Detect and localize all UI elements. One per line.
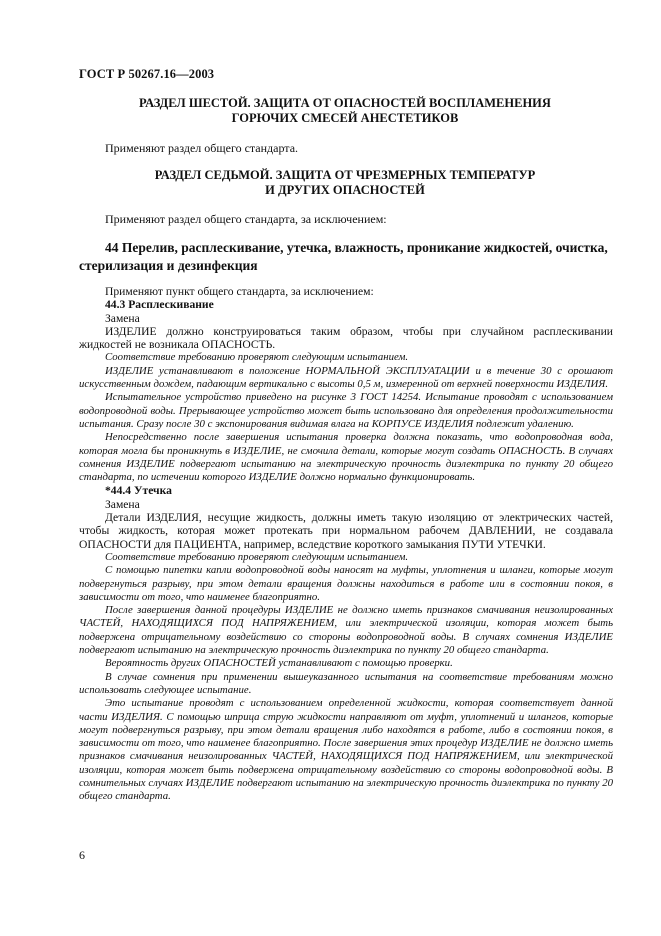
paragraph: ИЗДЕЛИЕ должно конструироваться таким образом, чтобы при случайном расплескивании жидкостей не возникала ОПАСНОСТЬ.: [79, 324, 613, 352]
section6-title-line1: РАЗДЕЛ ШЕСТОЙ. ЗАЩИТА ОТ ОПАСНОСТЕЙ ВОСПЛАМЕНЕНИЯ: [139, 96, 551, 110]
paragraph: Испытательное устройство приведено на рисунке 3 ГОСТ 14254. Испытание проводят с использованием водопроводной воды. Прерывающее устройство может быть использовано для определения продолжительности испытания. Сразу после 30 с экспонирования видимая влага на КОРПУСЕ ИЗДЕЛИЯ подлежит удалению.: [79, 391, 613, 430]
paragraph: В случае сомнения при применении вышеуказанного испытания на соответствие требованиям можно использовать следующее испытание.: [79, 670, 613, 696]
section6-title-line2: ГОРЮЧИХ СМЕСЕЙ АНЕСТЕТИКОВ: [231, 111, 459, 125]
paragraph: С помощью пипетки капли водопроводной воды наносят на муфты, уплотнения и шланги, которые могут подвергнуться разрыву, при этом детали вращения должны находиться в работе или в состоянии покоя, в зависимости от того, что наименее благоприятно.: [79, 564, 613, 603]
paragraph: Соответствие требованию проверяют следующим испытанием.: [105, 351, 409, 364]
clause44-intro: Применяют пункт общего стандарта, за исключением:: [105, 285, 374, 298]
section7-text: Применяют раздел общего стандарта, за исключением:: [105, 212, 387, 226]
section7-heading: [79, 168, 611, 198]
paragraph: После завершения данной процедуры ИЗДЕЛИЕ не должно иметь признаков смачивания неизолированных ЧАСТЕЙ, НАХОДЯЩИХСЯ ПОД НАПРЯЖЕНИЕМ, или электрической изоляции, которая может быть подвержена отрицательному воздействию со стороны водопроводной воды. В случаях сомнения ИЗДЕЛИЕ подвергают испытанию на электрическую прочность диэлектрика по пункту 20 общего стандарта.: [79, 604, 613, 657]
section7-title-line2: И ДРУГИХ ОПАСНОСТЕЙ: [265, 183, 425, 197]
paragraph: Непосредственно после завершения испытания проверка должна показать, что водопроводная вода, которая могла бы проникнуть в ИЗДЕЛИЕ, не смочила детали, которые могут создать ОПАСНОСТЬ. В случаях сомнения ИЗДЕЛИЕ подвергают испытанию на электрическую прочность диэлектрика по пункту 20 общего стандарта, по истечении которого ИЗДЕЛИЕ должно нормально функционировать.: [79, 431, 613, 484]
paragraph: ИЗДЕЛИЕ устанавливают в положение НОРМАЛЬНОЙ ЭКСПЛУАТАЦИИ и в течение 30 с орошают искусственным дождем, падающим вертикально с высоты 0,5 м, измеренной от верхней поверхности ИЗДЕЛИЯ.: [79, 364, 613, 391]
paragraph: Вероятность других ОПАСНОСТЕЙ устанавливают с помощью проверки.: [105, 657, 453, 670]
page-header: ГОСТ Р 50267.16—2003: [79, 67, 215, 81]
paragraph: Соответствие требованию проверяют следующим испытанием.: [105, 550, 409, 563]
clause44-title: 44 Перелив, расплескивание, утечка, влажность, проникание жидкостей, очистка, стерилизация и дезинфекция: [79, 240, 608, 273]
page-number: 6: [79, 848, 85, 862]
section6-text: Применяют раздел общего стандарта.: [105, 141, 299, 155]
clause44-body: [79, 285, 613, 804]
subclause-44-3-heading: 44.3 Расплескивание: [105, 298, 214, 312]
paragraph: Это испытание проводят с использованием определенной жидкости, которая соответствует данной части ИЗДЕЛИЯ. С помощью шприца струю жидкости направляют от муфт, уплотнений и шлангов, которые могут подвергнуться разрыву, при этом детали вращения либо находятся в работе, либо в состоянии покоя, в зависимости от того, что наименее благоприятно. После завершения этих процедур ИЗДЕЛИЕ не должно иметь признаков смачивания неизолированных ЧАСТЕЙ, НАХОДЯЩИХСЯ ПОД НАПРЯЖЕНИЕМ, или электрической изоляции, которая может быть подвержена отрицательному воздействию со стороны водопроводной воды. В сомнительных случаях ИЗДЕЛИЕ подвергают испытанию на электрическую прочность диэлектрика по пункту 20 общего стандарта.: [79, 697, 613, 803]
subclause-44-4-heading: *44.4 Утечка: [105, 484, 172, 498]
paragraph: Детали ИЗДЕЛИЯ, несущие жидкость, должны иметь такую изоляцию от электрических частей, чтобы жидкость, которая может протекать при нормальном рабочем ДАВЛЕНИИ, не создавала ОПАСНОСТИ для ПАЦИЕНТА, например, вследствие короткого замыкания ПУТИ УТЕЧКИ.: [79, 511, 613, 551]
replace-label: Замена: [105, 311, 140, 325]
section7-title-line1: РАЗДЕЛ СЕДЬМОЙ. ЗАЩИТА ОТ ЧРЕЗМЕРНЫХ ТЕМПЕРАТУР: [154, 168, 536, 182]
replace-label: Замена: [105, 497, 140, 511]
section6-heading: [79, 96, 611, 126]
